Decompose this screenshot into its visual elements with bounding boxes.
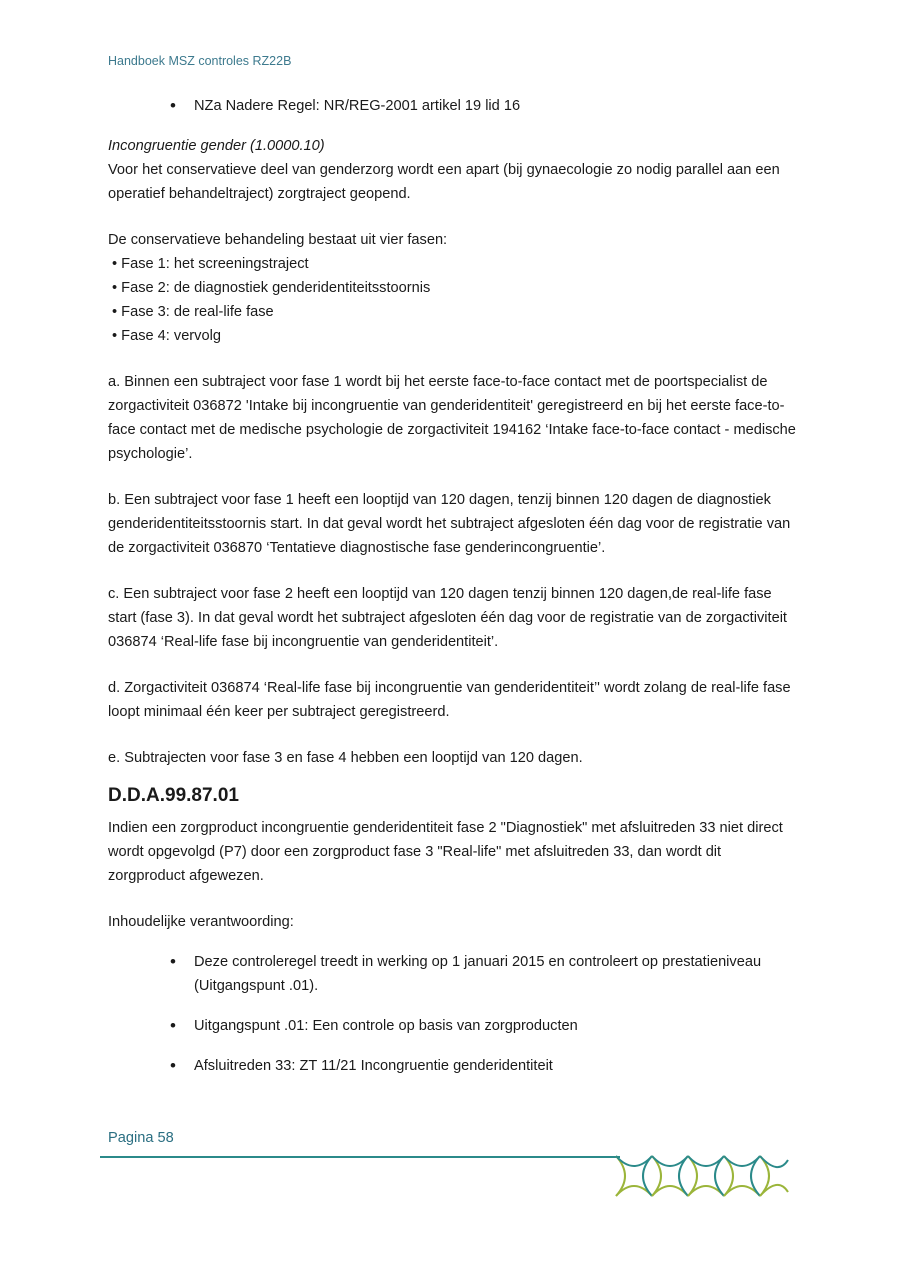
section-title-rule: D.D.A.99.87.01 [108,785,239,806]
phase-item: • Fase 1: het screeningstraject [108,252,798,276]
phase-item: • Fase 2: de diagnostiek genderidentiteitsstoornis [108,276,798,300]
paragraph-b: b. Een subtraject voor fase 1 heeft een looptijd van 120 dagen, tenzij binnen 120 dagen de diagnostiek genderidentiteitsstoornis start. In dat geval wordt het subtraject afgesloten één dag voor de registratie van de zorgactiviteit 036870 ‘Tentatieve diagnostische fase genderincongruentie’. [108,492,791,556]
paragraph-d: d. Zorgactiviteit 036874 ‘Real-life fase bij incongruentie van genderidentiteit’' wordt zolang de real-life fase loopt minimaal één keer per subtraject geregistreerd. [108,680,791,720]
page-content [108,94,798,1078]
running-header: Handboek MSZ controles RZ22B [108,54,292,68]
footer-divider [100,1156,620,1158]
footer-logo-icon [612,1152,792,1200]
verantwoording-bullet: • Deze controleregel treedt in werking op 1 januari 2015 en controleert op prestatieniveau (Uitgangspunt .01). [108,950,798,998]
page-number: Pagina 58 [108,1130,174,1146]
paragraph-e: e. Subtrajecten voor fase 3 en fase 4 hebben een looptijd van 120 dagen. [108,750,583,766]
paragraph-c: c. Een subtraject voor fase 2 heeft een looptijd van 120 dagen tenzij binnen 120 dagen,de real-life fase start (fase 3). In dat geval wordt het subtraject afgesloten één dag voor de registratie van de zorgactiviteit 036874 ‘Real-life fase bij incongruentie van genderidentiteit’. [108,586,787,650]
verantwoording-bullet: • Uitgangspunt .01: Een controle op basis van zorgproducten [108,1014,798,1038]
phase-item: • Fase 3: de real-life fase [108,300,798,324]
phases-intro: De conservatieve behandeling bestaat uit vier fasen: [108,232,448,248]
phase-item: • Fase 4: vervolg [108,324,798,348]
paragraph-a: a. Binnen een subtraject voor fase 1 wordt bij het eerste face-to-face contact met de poortspecialist de zorgactiviteit 036872 'Intake bij incongruentie van genderidentiteit' geregistreerd en bij het eerste face-to-face contact met de medische psychologie de zorgactiviteit 194162 ‘Intake face-to-face contact - medische psychologie’. [108,374,796,462]
verantwoording-label: Inhoudelijke verantwoording: [108,914,294,930]
phase-list [108,252,798,348]
verantwoording-bullet: • Afsluitreden 33: ZT 11/21 Incongruentie genderidentiteit [108,1054,798,1078]
intro-bullet: • NZa Nadere Regel: NR/REG-2001 artikel 19 lid 16 [108,94,798,118]
rule-description: Indien een zorgproduct incongruentie genderidentiteit fase 2 "Diagnostiek" met afsluitreden 33 niet direct wordt opgevolgd (P7) door een zorgproduct fase 3 "Real-life" met afsluitreden 33, dan wordt dit zorgproduct afgewezen. [108,820,783,884]
paragraph-intro: Voor het conservatieve deel van genderzorg wordt een apart (bij gynaecologie zo nodig parallel aan een operatief behandeltraject) zorgtraject geopend. [108,162,780,202]
section-heading-incongruentie: Incongruentie gender (1.0000.10) [108,138,325,154]
